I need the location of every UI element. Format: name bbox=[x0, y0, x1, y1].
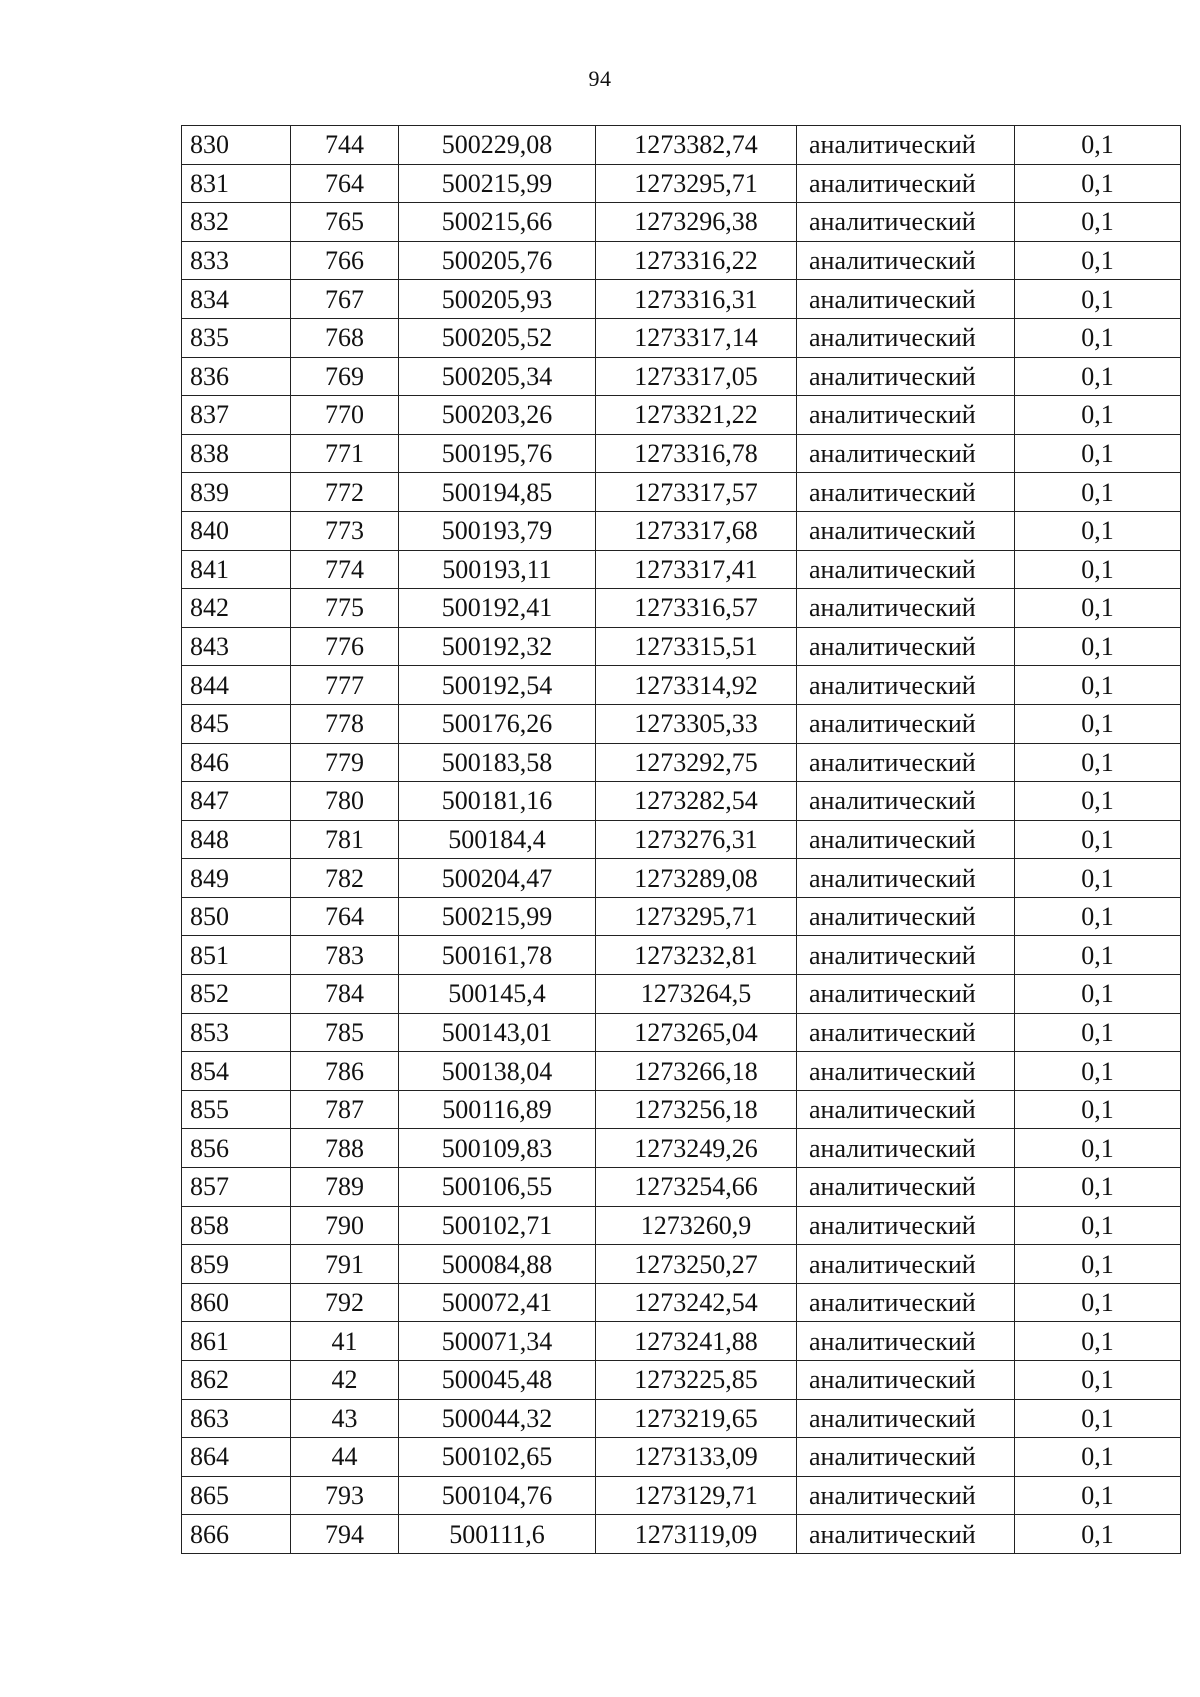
x-coordinate-cell: 500193,11 bbox=[399, 550, 596, 589]
row-number-cell: 865 bbox=[182, 1476, 291, 1515]
method-cell: аналитический bbox=[797, 1438, 1015, 1477]
table-row bbox=[182, 164, 1181, 203]
point-number-cell: 744 bbox=[291, 126, 399, 165]
accuracy-cell: 0,1 bbox=[1015, 859, 1181, 898]
y-coordinate-cell: 1273256,18 bbox=[596, 1090, 797, 1129]
table-row bbox=[182, 396, 1181, 435]
y-coordinate-cell: 1273266,18 bbox=[596, 1052, 797, 1091]
table-row bbox=[182, 975, 1181, 1014]
y-coordinate-cell: 1273315,51 bbox=[596, 627, 797, 666]
row-number-cell: 861 bbox=[182, 1322, 291, 1361]
accuracy-cell: 0,1 bbox=[1015, 1322, 1181, 1361]
accuracy-cell: 0,1 bbox=[1015, 1515, 1181, 1554]
accuracy-cell: 0,1 bbox=[1015, 1013, 1181, 1052]
method-cell: аналитический bbox=[797, 1013, 1015, 1052]
coordinates-table bbox=[181, 125, 1181, 1554]
row-number-cell: 854 bbox=[182, 1052, 291, 1091]
row-number-cell: 864 bbox=[182, 1438, 291, 1477]
table-row bbox=[182, 1515, 1181, 1554]
accuracy-cell: 0,1 bbox=[1015, 743, 1181, 782]
accuracy-cell: 0,1 bbox=[1015, 1206, 1181, 1245]
accuracy-cell: 0,1 bbox=[1015, 203, 1181, 242]
table-row bbox=[182, 550, 1181, 589]
point-number-cell: 778 bbox=[291, 704, 399, 743]
point-number-cell: 44 bbox=[291, 1438, 399, 1477]
accuracy-cell: 0,1 bbox=[1015, 627, 1181, 666]
point-number-cell: 773 bbox=[291, 511, 399, 550]
table-row bbox=[182, 241, 1181, 280]
method-cell: аналитический bbox=[797, 1129, 1015, 1168]
table-row bbox=[182, 820, 1181, 859]
y-coordinate-cell: 1273119,09 bbox=[596, 1515, 797, 1554]
row-number-cell: 853 bbox=[182, 1013, 291, 1052]
method-cell: аналитический bbox=[797, 1168, 1015, 1207]
accuracy-cell: 0,1 bbox=[1015, 936, 1181, 975]
row-number-cell: 841 bbox=[182, 550, 291, 589]
method-cell: аналитический bbox=[797, 1476, 1015, 1515]
point-number-cell: 769 bbox=[291, 357, 399, 396]
accuracy-cell: 0,1 bbox=[1015, 473, 1181, 512]
method-cell: аналитический bbox=[797, 203, 1015, 242]
row-number-cell: 862 bbox=[182, 1361, 291, 1400]
y-coordinate-cell: 1273317,14 bbox=[596, 318, 797, 357]
point-number-cell: 764 bbox=[291, 164, 399, 203]
method-cell: аналитический bbox=[797, 1399, 1015, 1438]
y-coordinate-cell: 1273282,54 bbox=[596, 782, 797, 821]
x-coordinate-cell: 500044,32 bbox=[399, 1399, 596, 1438]
accuracy-cell: 0,1 bbox=[1015, 550, 1181, 589]
table-row bbox=[182, 1168, 1181, 1207]
x-coordinate-cell: 500192,41 bbox=[399, 589, 596, 628]
table-row bbox=[182, 589, 1181, 628]
point-number-cell: 772 bbox=[291, 473, 399, 512]
table-row bbox=[182, 1322, 1181, 1361]
row-number-cell: 845 bbox=[182, 704, 291, 743]
row-number-cell: 832 bbox=[182, 203, 291, 242]
method-cell: аналитический bbox=[797, 589, 1015, 628]
table-row bbox=[182, 704, 1181, 743]
x-coordinate-cell: 500184,4 bbox=[399, 820, 596, 859]
accuracy-cell: 0,1 bbox=[1015, 280, 1181, 319]
y-coordinate-cell: 1273295,71 bbox=[596, 164, 797, 203]
row-number-cell: 860 bbox=[182, 1283, 291, 1322]
point-number-cell: 42 bbox=[291, 1361, 399, 1400]
method-cell: аналитический bbox=[797, 164, 1015, 203]
row-number-cell: 859 bbox=[182, 1245, 291, 1284]
x-coordinate-cell: 500194,85 bbox=[399, 473, 596, 512]
accuracy-cell: 0,1 bbox=[1015, 318, 1181, 357]
point-number-cell: 791 bbox=[291, 1245, 399, 1284]
x-coordinate-cell: 500205,34 bbox=[399, 357, 596, 396]
method-cell: аналитический bbox=[797, 1090, 1015, 1129]
method-cell: аналитический bbox=[797, 666, 1015, 705]
x-coordinate-cell: 500138,04 bbox=[399, 1052, 596, 1091]
x-coordinate-cell: 500102,71 bbox=[399, 1206, 596, 1245]
method-cell: аналитический bbox=[797, 126, 1015, 165]
table-row bbox=[182, 434, 1181, 473]
method-cell: аналитический bbox=[797, 511, 1015, 550]
accuracy-cell: 0,1 bbox=[1015, 1361, 1181, 1400]
table-row bbox=[182, 126, 1181, 165]
y-coordinate-cell: 1273317,05 bbox=[596, 357, 797, 396]
accuracy-cell: 0,1 bbox=[1015, 241, 1181, 280]
y-coordinate-cell: 1273276,31 bbox=[596, 820, 797, 859]
row-number-cell: 836 bbox=[182, 357, 291, 396]
point-number-cell: 776 bbox=[291, 627, 399, 666]
accuracy-cell: 0,1 bbox=[1015, 396, 1181, 435]
table-row bbox=[182, 666, 1181, 705]
point-number-cell: 766 bbox=[291, 241, 399, 280]
row-number-cell: 833 bbox=[182, 241, 291, 280]
table-row bbox=[182, 627, 1181, 666]
row-number-cell: 830 bbox=[182, 126, 291, 165]
y-coordinate-cell: 1273129,71 bbox=[596, 1476, 797, 1515]
table-row bbox=[182, 1129, 1181, 1168]
x-coordinate-cell: 500215,99 bbox=[399, 164, 596, 203]
method-cell: аналитический bbox=[797, 820, 1015, 859]
x-coordinate-cell: 500084,88 bbox=[399, 1245, 596, 1284]
row-number-cell: 843 bbox=[182, 627, 291, 666]
table-row bbox=[182, 936, 1181, 975]
method-cell: аналитический bbox=[797, 975, 1015, 1014]
accuracy-cell: 0,1 bbox=[1015, 357, 1181, 396]
method-cell: аналитический bbox=[797, 897, 1015, 936]
y-coordinate-cell: 1273296,38 bbox=[596, 203, 797, 242]
accuracy-cell: 0,1 bbox=[1015, 1399, 1181, 1438]
y-coordinate-cell: 1273254,66 bbox=[596, 1168, 797, 1207]
point-number-cell: 787 bbox=[291, 1090, 399, 1129]
point-number-cell: 792 bbox=[291, 1283, 399, 1322]
row-number-cell: 839 bbox=[182, 473, 291, 512]
x-coordinate-cell: 500143,01 bbox=[399, 1013, 596, 1052]
method-cell: аналитический bbox=[797, 859, 1015, 898]
accuracy-cell: 0,1 bbox=[1015, 704, 1181, 743]
table-row bbox=[182, 1090, 1181, 1129]
point-number-cell: 774 bbox=[291, 550, 399, 589]
y-coordinate-cell: 1273225,85 bbox=[596, 1361, 797, 1400]
table-row bbox=[182, 1206, 1181, 1245]
y-coordinate-cell: 1273265,04 bbox=[596, 1013, 797, 1052]
method-cell: аналитический bbox=[797, 1245, 1015, 1284]
x-coordinate-cell: 500192,54 bbox=[399, 666, 596, 705]
method-cell: аналитический bbox=[797, 396, 1015, 435]
point-number-cell: 775 bbox=[291, 589, 399, 628]
x-coordinate-cell: 500109,83 bbox=[399, 1129, 596, 1168]
row-number-cell: 838 bbox=[182, 434, 291, 473]
x-coordinate-cell: 500205,52 bbox=[399, 318, 596, 357]
accuracy-cell: 0,1 bbox=[1015, 1052, 1181, 1091]
accuracy-cell: 0,1 bbox=[1015, 1438, 1181, 1477]
y-coordinate-cell: 1273219,65 bbox=[596, 1399, 797, 1438]
table-row bbox=[182, 473, 1181, 512]
x-coordinate-cell: 500181,16 bbox=[399, 782, 596, 821]
accuracy-cell: 0,1 bbox=[1015, 1129, 1181, 1168]
point-number-cell: 764 bbox=[291, 897, 399, 936]
accuracy-cell: 0,1 bbox=[1015, 589, 1181, 628]
table-row bbox=[182, 280, 1181, 319]
x-coordinate-cell: 500072,41 bbox=[399, 1283, 596, 1322]
point-number-cell: 770 bbox=[291, 396, 399, 435]
x-coordinate-cell: 500205,76 bbox=[399, 241, 596, 280]
method-cell: аналитический bbox=[797, 704, 1015, 743]
row-number-cell: 834 bbox=[182, 280, 291, 319]
method-cell: аналитический bbox=[797, 1052, 1015, 1091]
table-row bbox=[182, 511, 1181, 550]
y-coordinate-cell: 1273316,57 bbox=[596, 589, 797, 628]
point-number-cell: 41 bbox=[291, 1322, 399, 1361]
table-row bbox=[182, 782, 1181, 821]
y-coordinate-cell: 1273317,68 bbox=[596, 511, 797, 550]
point-number-cell: 780 bbox=[291, 782, 399, 821]
row-number-cell: 850 bbox=[182, 897, 291, 936]
point-number-cell: 785 bbox=[291, 1013, 399, 1052]
method-cell: аналитический bbox=[797, 280, 1015, 319]
row-number-cell: 847 bbox=[182, 782, 291, 821]
y-coordinate-cell: 1273242,54 bbox=[596, 1283, 797, 1322]
table-row bbox=[182, 1438, 1181, 1477]
accuracy-cell: 0,1 bbox=[1015, 666, 1181, 705]
accuracy-cell: 0,1 bbox=[1015, 434, 1181, 473]
point-number-cell: 789 bbox=[291, 1168, 399, 1207]
point-number-cell: 786 bbox=[291, 1052, 399, 1091]
point-number-cell: 43 bbox=[291, 1399, 399, 1438]
table-row bbox=[182, 1052, 1181, 1091]
method-cell: аналитический bbox=[797, 473, 1015, 512]
x-coordinate-cell: 500203,26 bbox=[399, 396, 596, 435]
point-number-cell: 777 bbox=[291, 666, 399, 705]
x-coordinate-cell: 500111,6 bbox=[399, 1515, 596, 1554]
point-number-cell: 781 bbox=[291, 820, 399, 859]
point-number-cell: 765 bbox=[291, 203, 399, 242]
y-coordinate-cell: 1273316,31 bbox=[596, 280, 797, 319]
accuracy-cell: 0,1 bbox=[1015, 1090, 1181, 1129]
x-coordinate-cell: 500229,08 bbox=[399, 126, 596, 165]
method-cell: аналитический bbox=[797, 936, 1015, 975]
method-cell: аналитический bbox=[797, 1361, 1015, 1400]
x-coordinate-cell: 500204,47 bbox=[399, 859, 596, 898]
method-cell: аналитический bbox=[797, 241, 1015, 280]
row-number-cell: 844 bbox=[182, 666, 291, 705]
row-number-cell: 863 bbox=[182, 1399, 291, 1438]
x-coordinate-cell: 500193,79 bbox=[399, 511, 596, 550]
accuracy-cell: 0,1 bbox=[1015, 820, 1181, 859]
x-coordinate-cell: 500176,26 bbox=[399, 704, 596, 743]
point-number-cell: 779 bbox=[291, 743, 399, 782]
accuracy-cell: 0,1 bbox=[1015, 975, 1181, 1014]
accuracy-cell: 0,1 bbox=[1015, 1476, 1181, 1515]
table-row bbox=[182, 1283, 1181, 1322]
x-coordinate-cell: 500215,99 bbox=[399, 897, 596, 936]
point-number-cell: 794 bbox=[291, 1515, 399, 1554]
y-coordinate-cell: 1273305,33 bbox=[596, 704, 797, 743]
row-number-cell: 866 bbox=[182, 1515, 291, 1554]
row-number-cell: 851 bbox=[182, 936, 291, 975]
table-row bbox=[182, 1013, 1181, 1052]
y-coordinate-cell: 1273241,88 bbox=[596, 1322, 797, 1361]
method-cell: аналитический bbox=[797, 318, 1015, 357]
y-coordinate-cell: 1273292,75 bbox=[596, 743, 797, 782]
accuracy-cell: 0,1 bbox=[1015, 782, 1181, 821]
page-number: 94 bbox=[588, 66, 612, 91]
table-row bbox=[182, 1476, 1181, 1515]
row-number-cell: 831 bbox=[182, 164, 291, 203]
table-row bbox=[182, 357, 1181, 396]
y-coordinate-cell: 1273264,5 bbox=[596, 975, 797, 1014]
accuracy-cell: 0,1 bbox=[1015, 126, 1181, 165]
x-coordinate-cell: 500145,4 bbox=[399, 975, 596, 1014]
table-row bbox=[182, 743, 1181, 782]
x-coordinate-cell: 500045,48 bbox=[399, 1361, 596, 1400]
accuracy-cell: 0,1 bbox=[1015, 897, 1181, 936]
point-number-cell: 767 bbox=[291, 280, 399, 319]
method-cell: аналитический bbox=[797, 1515, 1015, 1554]
y-coordinate-cell: 1273249,26 bbox=[596, 1129, 797, 1168]
y-coordinate-cell: 1273289,08 bbox=[596, 859, 797, 898]
x-coordinate-cell: 500161,78 bbox=[399, 936, 596, 975]
method-cell: аналитический bbox=[797, 627, 1015, 666]
x-coordinate-cell: 500116,89 bbox=[399, 1090, 596, 1129]
row-number-cell: 848 bbox=[182, 820, 291, 859]
x-coordinate-cell: 500106,55 bbox=[399, 1168, 596, 1207]
y-coordinate-cell: 1273250,27 bbox=[596, 1245, 797, 1284]
y-coordinate-cell: 1273314,92 bbox=[596, 666, 797, 705]
method-cell: аналитический bbox=[797, 434, 1015, 473]
method-cell: аналитический bbox=[797, 782, 1015, 821]
row-number-cell: 855 bbox=[182, 1090, 291, 1129]
accuracy-cell: 0,1 bbox=[1015, 1168, 1181, 1207]
y-coordinate-cell: 1273321,22 bbox=[596, 396, 797, 435]
row-number-cell: 840 bbox=[182, 511, 291, 550]
row-number-cell: 857 bbox=[182, 1168, 291, 1207]
method-cell: аналитический bbox=[797, 357, 1015, 396]
table-row bbox=[182, 318, 1181, 357]
point-number-cell: 793 bbox=[291, 1476, 399, 1515]
table-row bbox=[182, 859, 1181, 898]
accuracy-cell: 0,1 bbox=[1015, 1245, 1181, 1284]
table-row bbox=[182, 1361, 1181, 1400]
point-number-cell: 788 bbox=[291, 1129, 399, 1168]
y-coordinate-cell: 1273316,78 bbox=[596, 434, 797, 473]
y-coordinate-cell: 1273317,41 bbox=[596, 550, 797, 589]
method-cell: аналитический bbox=[797, 1206, 1015, 1245]
y-coordinate-cell: 1273260,9 bbox=[596, 1206, 797, 1245]
y-coordinate-cell: 1273316,22 bbox=[596, 241, 797, 280]
row-number-cell: 849 bbox=[182, 859, 291, 898]
y-coordinate-cell: 1273232,81 bbox=[596, 936, 797, 975]
accuracy-cell: 0,1 bbox=[1015, 164, 1181, 203]
table-row bbox=[182, 203, 1181, 242]
x-coordinate-cell: 500215,66 bbox=[399, 203, 596, 242]
x-coordinate-cell: 500104,76 bbox=[399, 1476, 596, 1515]
coordinates-table-body bbox=[182, 126, 1181, 1554]
row-number-cell: 856 bbox=[182, 1129, 291, 1168]
y-coordinate-cell: 1273317,57 bbox=[596, 473, 797, 512]
table-row bbox=[182, 897, 1181, 936]
accuracy-cell: 0,1 bbox=[1015, 1283, 1181, 1322]
point-number-cell: 783 bbox=[291, 936, 399, 975]
x-coordinate-cell: 500071,34 bbox=[399, 1322, 596, 1361]
point-number-cell: 782 bbox=[291, 859, 399, 898]
table-row bbox=[182, 1245, 1181, 1284]
point-number-cell: 784 bbox=[291, 975, 399, 1014]
point-number-cell: 790 bbox=[291, 1206, 399, 1245]
row-number-cell: 837 bbox=[182, 396, 291, 435]
point-number-cell: 768 bbox=[291, 318, 399, 357]
y-coordinate-cell: 1273133,09 bbox=[596, 1438, 797, 1477]
y-coordinate-cell: 1273382,74 bbox=[596, 126, 797, 165]
x-coordinate-cell: 500205,93 bbox=[399, 280, 596, 319]
method-cell: аналитический bbox=[797, 550, 1015, 589]
table-row bbox=[182, 1399, 1181, 1438]
row-number-cell: 835 bbox=[182, 318, 291, 357]
x-coordinate-cell: 500183,58 bbox=[399, 743, 596, 782]
row-number-cell: 846 bbox=[182, 743, 291, 782]
x-coordinate-cell: 500195,76 bbox=[399, 434, 596, 473]
x-coordinate-cell: 500192,32 bbox=[399, 627, 596, 666]
method-cell: аналитический bbox=[797, 1322, 1015, 1361]
accuracy-cell: 0,1 bbox=[1015, 511, 1181, 550]
x-coordinate-cell: 500102,65 bbox=[399, 1438, 596, 1477]
method-cell: аналитический bbox=[797, 1283, 1015, 1322]
method-cell: аналитический bbox=[797, 743, 1015, 782]
row-number-cell: 852 bbox=[182, 975, 291, 1014]
y-coordinate-cell: 1273295,71 bbox=[596, 897, 797, 936]
row-number-cell: 842 bbox=[182, 589, 291, 628]
point-number-cell: 771 bbox=[291, 434, 399, 473]
row-number-cell: 858 bbox=[182, 1206, 291, 1245]
